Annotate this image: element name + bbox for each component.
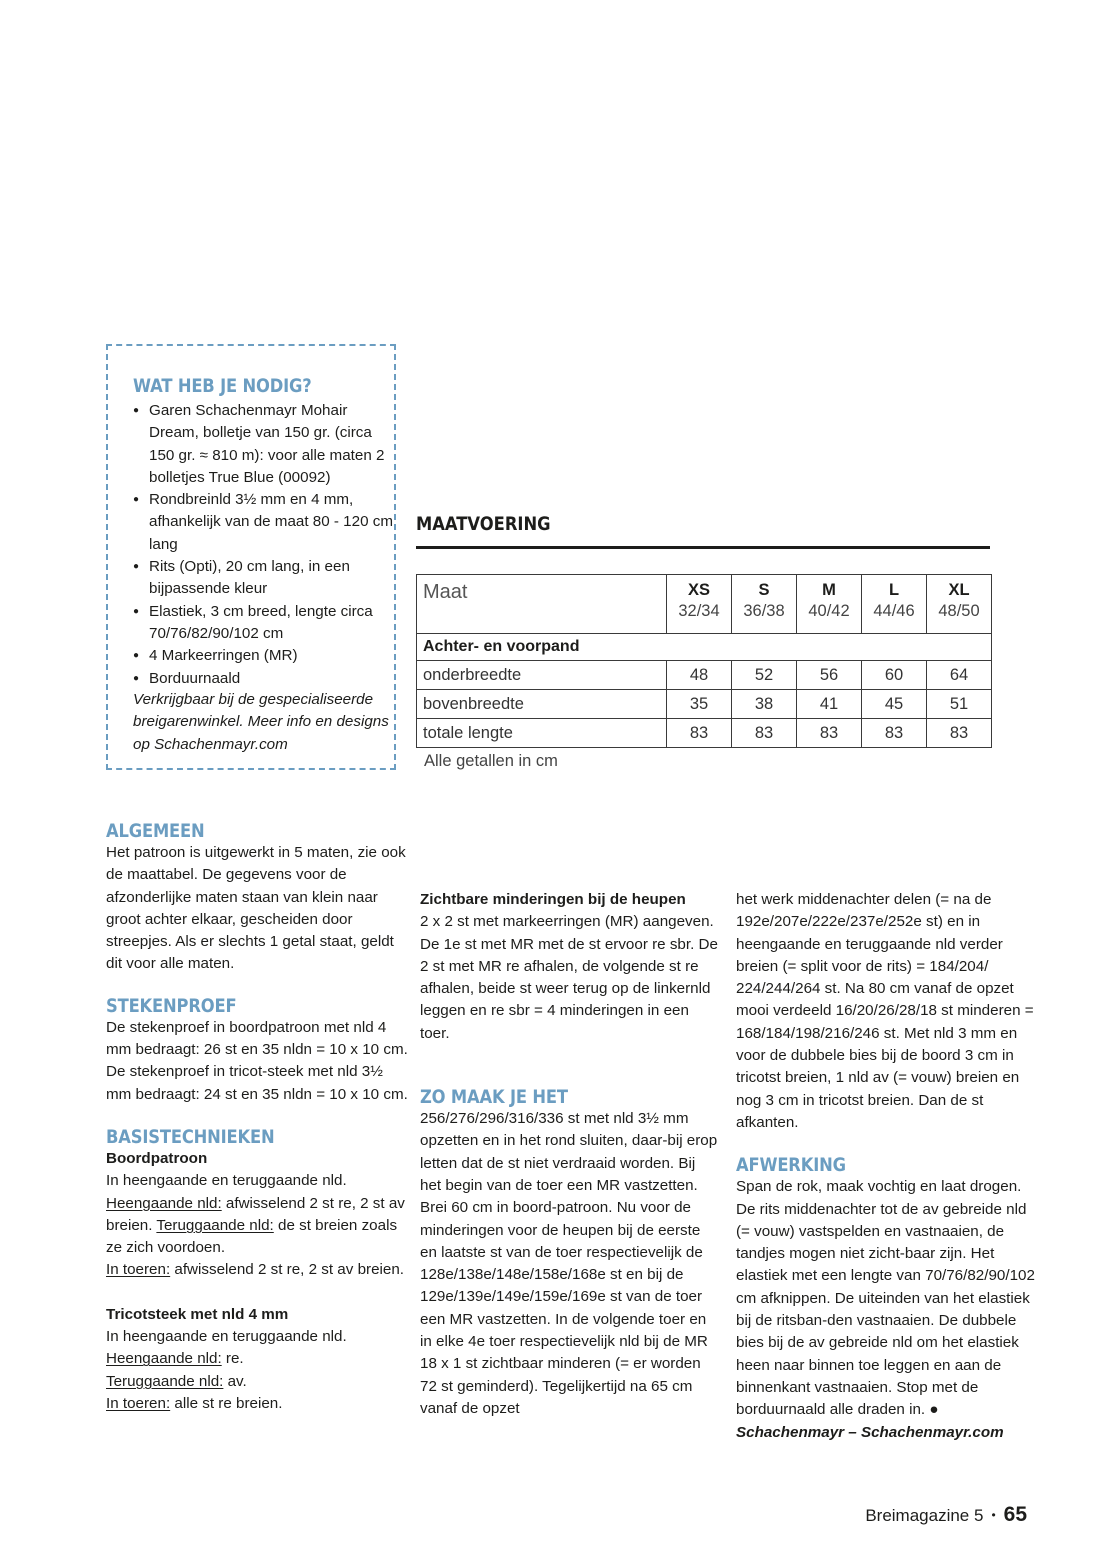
cell: 51: [927, 690, 992, 719]
minderingen-text: 2 x 2 st met markeerringen (MR) aangeven. De 1e st met MR met de st ervoor re sbr. De 2 st met MR re afhalen, de volgende st re afhalen, beide st weer terug op de linkernld leggen en re sbr = 4 minderingen in een toer.: [420, 913, 718, 1042]
zo-maak-je-het-text: 256/276/296/316/336 st met nld 3½ mm opzetten en in het rond sluiten, daar-bij erop letten dat de st niet verdraaid worden. Bij het begin van de toer een MR vastzetten. Brei 60 cm in boord-patroon. Nu voor de minderingen voor de heupen bij de eerste en laatste st van de toer respectievelijk de 128e/138e/148e/158e/168e st en bij de 129e/139e/149e/159e/169e st van de toer een MR vastzetten. In de volgende toer en in elke 4e toer respectievelijk nld bij de MR 18 x 1 st zichtbaar minderen (= er worden 72 st geminderd). Tegelijkertijd na 65 cm vanaf de opzet: [420, 1110, 718, 1417]
section-title-stekenproef: STEKENPROEF: [106, 994, 237, 1017]
cell: 45: [862, 690, 927, 719]
size-table: [416, 574, 992, 748]
cell: 83: [797, 719, 862, 748]
list-item: ● Borduurnaald: [133, 668, 395, 690]
boordpatroon-text: In heengaande en teruggaande nld. Heengaande nld: afwisselend 2 st re, 2 st av breien. Teruggaande nld: de st breien zoals ze zich voordoen. In toeren: afwisselend 2 st re, 2 st av breien.: [106, 1172, 405, 1279]
materials-list: [133, 400, 395, 690]
size-col-xl: XL 48/50: [927, 575, 992, 634]
page-number: 65: [1003, 1503, 1027, 1526]
cell: 83: [667, 719, 732, 748]
section-title-algemeen: ALGEMEEN: [106, 820, 205, 842]
materials-note: Verkrijgbaar bij de gespecialiseerde breigarenwinkel. Meer info en designs op Schachenmayr.com: [133, 691, 389, 753]
size-col-l: L 44/46: [862, 575, 927, 634]
row-label: bovenbreedte: [417, 690, 667, 719]
column-3: [736, 889, 1036, 1444]
credit-line: Schachenmayr – Schachenmayr.com: [736, 1423, 1004, 1441]
cell: 41: [797, 690, 862, 719]
minderingen-heading: Zichtbare minderingen bij de heupen: [420, 891, 686, 908]
column-1: [106, 820, 408, 1415]
magazine-name: Breimagazine 5: [865, 1506, 984, 1525]
section-title-basistechnieken: BASISTECHNIEKEN: [106, 1125, 275, 1148]
cell: 83: [732, 719, 797, 748]
title-divider: [416, 546, 990, 549]
size-col-m: M 40/42: [797, 575, 862, 634]
list-item: ● Rondbreinld 3½ mm en 4 mm, afhankelijk van de maat 80 - 120 cm lang: [133, 489, 395, 556]
table-row: [417, 661, 992, 690]
table-row: [417, 690, 992, 719]
cell: 38: [732, 690, 797, 719]
cell: 83: [927, 719, 992, 748]
cell: 56: [797, 661, 862, 690]
section-title-afwerking: AFWERKING: [736, 1154, 846, 1177]
units-note: Alle getallen in cm: [424, 752, 558, 770]
table-row: [417, 719, 992, 748]
tricotsteek-text: In heengaande en teruggaande nld. Heengaande nld: re. Teruggaande nld: av. In toeren: alle st re breien.: [106, 1328, 347, 1412]
list-item: ● Rits (Opti), 20 cm lang, in een bijpassende kleur: [133, 556, 395, 601]
cell: 60: [862, 661, 927, 690]
heen-label: Heengaande nld:: [106, 1194, 222, 1212]
column-2: [420, 889, 720, 1420]
cell: 48: [667, 661, 732, 690]
table-group-row: [417, 634, 992, 661]
stekenproef-text: De stekenproef in boordpatroon met nld 4 mm bedraagt: 26 st en 35 nldn = 10 x 10 cm. De stekenproef in tricot-steek met nld 3½ mm bedraagt: 24 st en 35 nldn = 10 x 10 cm.: [106, 1018, 408, 1103]
list-item: ● 4 Markeerringen (MR): [133, 645, 395, 667]
cell: 52: [732, 661, 797, 690]
row-label: onderbreedte: [417, 661, 667, 690]
algemeen-text: Het patroon is uitgewerkt in 5 maten, zie ook de maattabel. De gegevens voor de afzonderlijke maten staan van klein naar groot achter elkaar, gescheiden door streepjes. Als er slechts 1 getal staat, geldt dit voor alle maten.: [106, 844, 406, 973]
row-label: totale lengte: [417, 719, 667, 748]
section-title-zo-maak-je-het: ZO MAAK JE HET: [420, 1086, 568, 1109]
size-table-title: MAATVOERING: [416, 513, 551, 535]
list-item: ● Garen Schachenmayr Mohair Dream, bolletje van 150 gr. (circa 150 gr. ≈ 810 m): voor alle maten 2 bolletjes True Blue (00092): [133, 400, 395, 489]
materials-box: [106, 344, 396, 770]
cell: 83: [862, 719, 927, 748]
table-header-row: [417, 575, 992, 634]
group-label: Achter- en voorpand: [417, 634, 992, 661]
header-label: Maat: [417, 575, 667, 634]
cell: 64: [927, 661, 992, 690]
size-col-s: S 36/38: [732, 575, 797, 634]
list-item: ● Elastiek, 3 cm breed, lengte circa 70/76/82/90/102 cm: [133, 601, 395, 646]
boordpatroon-heading: Boordpatroon: [106, 1149, 208, 1167]
tricotsteek-heading: Tricotsteek met nld 4 mm: [106, 1305, 289, 1323]
cell: 35: [667, 690, 732, 719]
materials-title: WAT HEB JE NODIG?: [133, 375, 312, 397]
terug-label: Teruggaande nld:: [156, 1216, 274, 1234]
zo-maak-je-het-continued: het werk middenachter delen (= na de 192e/207e/222e/237e/252e st) en in heengaande en teruggaande nld verder breien (= split voor de rits) = 184/204/ 224/244/264 st. Na 80 cm vanaf de opzet mooi verdeeld 16/20/26/28/18 st minderen = 168/184/198/216/246 st. Met nld 3 mm en voor de dubbele bies bij de boord 3 cm in tricotst breien, 1 nld av (= vouw) breien en nog 3 cm in tricotst breien. Dan de st afkanten.: [736, 891, 1034, 1131]
toeren-label: In toeren:: [106, 1261, 171, 1279]
afwerking-text: Span de rok, maak vochtig en laat drogen. De rits middenachter tot de av gebreide nld (= vouw) vastspelden en vastnaaien, de tandjes mogen niet zicht-baar zijn. Het elastiek met een lengte van 70/76/82/90/102 cm afknippen. De uiteinden van het elastiek bij de ritsban-den vastnaaien. De dubbele bies bij de av gebreide nld om het elastiek heen naar binnen toe leggen en aan de binnenkant vastnaaien. Stop met de borduurnaald alle draden in. ●: [736, 1178, 1035, 1419]
size-col-xs: XS 32/34: [667, 575, 732, 634]
bullet-separator: •: [991, 1508, 996, 1522]
page-footer: [865, 1503, 1027, 1527]
